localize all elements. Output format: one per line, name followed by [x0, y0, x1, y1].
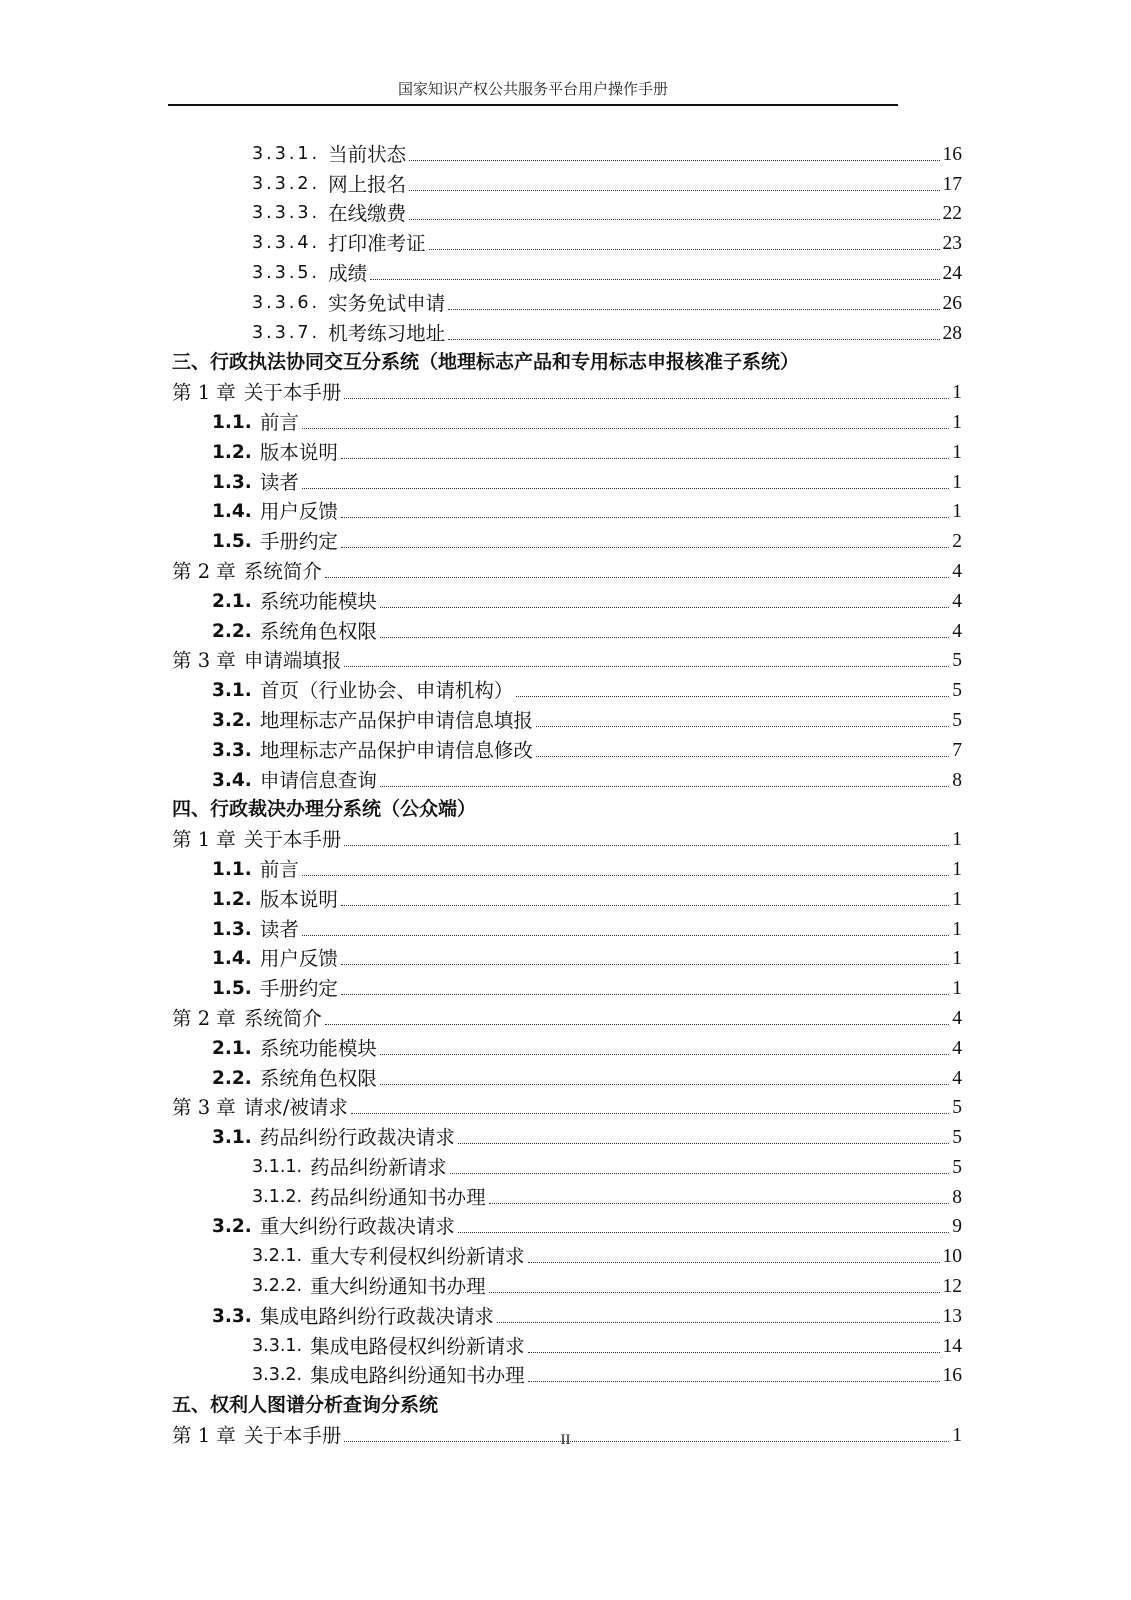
dot-leader	[380, 1084, 949, 1085]
toc-entry-number: 3.2.	[212, 1216, 252, 1238]
dot-leader	[380, 607, 949, 608]
toc-entry-title: 药品纠纷通知书办理	[310, 1185, 486, 1209]
toc-entry-page: 12	[942, 1276, 962, 1298]
toc-entry[interactable]	[172, 256, 962, 286]
dot-leader	[380, 637, 949, 638]
toc-entry-number: 3.2.	[212, 709, 252, 731]
toc-entry-number: 2.2.	[212, 1067, 252, 1089]
dot-leader	[351, 1113, 949, 1114]
toc-entry-title: 手册约定	[259, 530, 338, 554]
toc-entry-title: 前言	[259, 410, 299, 434]
toc-entry-number: 2.2.	[212, 620, 252, 642]
toc-entry[interactable]	[172, 822, 962, 852]
toc-entry[interactable]	[172, 554, 962, 584]
toc-entry-number: 1.4.	[212, 948, 252, 970]
toc-entry-page: 23	[942, 233, 962, 255]
table-of-contents	[172, 137, 962, 1448]
toc-entry-number: 3.1.	[212, 1127, 252, 1149]
toc-entry-page: 10	[942, 1246, 962, 1268]
toc-entry-number: 1.2.	[212, 441, 252, 463]
toc-entry[interactable]	[172, 1329, 962, 1359]
toc-entry-title: 药品纠纷行政裁决请求	[259, 1126, 455, 1150]
toc-entry[interactable]	[172, 197, 962, 227]
toc-entry-title: 重大纠纷通知书办理	[310, 1275, 486, 1299]
toc-entry-number: 第 1 章	[172, 1424, 236, 1448]
toc-entry[interactable]	[172, 1091, 962, 1121]
toc-entry-page: 4	[952, 1007, 962, 1029]
page-header-title: 国家知识产权公共服务平台用户操作手册	[397, 80, 668, 98]
toc-entry-page: 1	[952, 382, 962, 404]
toc-entry-number: 3.3.4.	[252, 233, 321, 254]
toc-entry-title: 版本说明	[259, 440, 338, 464]
dot-leader	[409, 219, 939, 220]
toc-entry-title: 打印准考证	[328, 232, 426, 256]
toc-entry-number: 2.1.	[212, 590, 252, 612]
toc-entry-title: 机考练习地址	[328, 321, 446, 345]
toc-entry[interactable]	[172, 614, 962, 644]
dot-leader	[302, 935, 949, 936]
toc-entry[interactable]	[172, 763, 962, 793]
toc-entry-page: 14	[942, 1335, 962, 1357]
toc-entry-number: 3.2.1.	[252, 1246, 303, 1267]
toc-entry-page: 4	[952, 590, 962, 612]
header-rule	[168, 104, 898, 106]
toc-entry-number: 3.3.1.	[252, 1335, 303, 1356]
toc-entry-page: 28	[942, 322, 962, 344]
toc-entry-title: 系统功能模块	[259, 1036, 377, 1060]
toc-entry-title: 读者	[259, 470, 299, 494]
toc-entry-page: 4	[952, 1067, 962, 1089]
toc-entry-number: 第 2 章	[172, 1006, 236, 1030]
dot-leader	[489, 1292, 940, 1293]
toc-entry-page: 1	[952, 1425, 962, 1447]
toc-entry-title: 当前状态	[328, 142, 407, 166]
toc-entry-page: 5	[952, 1156, 962, 1178]
toc-entry-number: 3.4.	[212, 769, 252, 791]
toc-entry-number: 第 3 章	[172, 649, 236, 673]
toc-entry[interactable]	[172, 733, 962, 763]
toc-entry-title: 药品纠纷新请求	[310, 1155, 447, 1179]
toc-entry-title: 五、权利人图谱分析查询分系统	[172, 1394, 439, 1417]
toc-entry[interactable]	[172, 942, 962, 972]
toc-entry-title: 三、行政执法协同交互分系统（地理标志产品和专用标志申报核准子系统）	[172, 351, 800, 374]
toc-entry-number: 2.1.	[212, 1037, 252, 1059]
toc-entry[interactable]	[172, 1150, 962, 1180]
toc-entry-page: 2	[952, 531, 962, 553]
dot-leader	[489, 1203, 950, 1204]
toc-entry-number: 3.1.2.	[252, 1186, 303, 1207]
toc-entry-page: 5	[952, 680, 962, 702]
toc-entry[interactable]	[172, 405, 962, 435]
toc-entry-page: 7	[952, 739, 962, 761]
toc-entry-page: 5	[952, 1097, 962, 1119]
toc-entry[interactable]	[172, 524, 962, 554]
dot-leader	[448, 339, 939, 340]
toc-entry[interactable]	[172, 316, 962, 346]
toc-entry-page: 26	[942, 292, 962, 314]
dot-leader	[341, 905, 949, 906]
toc-entry-number: 3.3.2.	[252, 173, 321, 194]
toc-entry-number: 1.2.	[212, 888, 252, 910]
toc-entry-number: 3.3.2.	[252, 1365, 303, 1386]
dot-leader	[458, 1232, 949, 1233]
toc-entry-number: 1.3.	[212, 471, 252, 493]
dot-leader	[341, 547, 949, 548]
toc-entry[interactable]	[172, 882, 962, 912]
dot-leader	[380, 1054, 949, 1055]
toc-entry[interactable]	[172, 703, 962, 733]
toc-entry-number: 3.3.3.	[252, 203, 321, 224]
toc-entry-title: 在线缴费	[328, 202, 407, 226]
toc-entry[interactable]	[172, 1359, 962, 1389]
toc-entry[interactable]	[172, 286, 962, 316]
dot-leader	[302, 488, 949, 489]
dot-leader	[344, 398, 949, 399]
toc-entry-page: 4	[952, 560, 962, 582]
dot-leader	[302, 428, 949, 429]
toc-entry[interactable]	[172, 852, 962, 882]
toc-entry[interactable]	[172, 495, 962, 525]
toc-entry[interactable]	[172, 1180, 962, 1210]
dot-leader	[536, 726, 949, 727]
toc-entry-number: 1.5.	[212, 978, 252, 1000]
toc-entry-number: 3.3.7.	[252, 322, 321, 343]
toc-entry[interactable]	[172, 971, 962, 1001]
toc-entry-number: 1.1.	[212, 411, 252, 433]
toc-entry-title: 关于本手册	[243, 828, 342, 852]
toc-entry[interactable]	[172, 1031, 962, 1061]
toc-entry[interactable]	[172, 1299, 962, 1329]
dot-leader	[528, 1381, 940, 1382]
dot-leader	[409, 190, 939, 191]
toc-entry-page: 13	[942, 1305, 962, 1327]
toc-entry-page: 17	[942, 173, 962, 195]
toc-entry-number: 3.3.1.	[252, 143, 321, 164]
toc-entry-title: 关于本手册	[243, 381, 342, 405]
toc-entry-title: 首页（行业协会、申请机构）	[259, 679, 514, 703]
toc-entry-title: 系统功能模块	[259, 589, 377, 613]
dot-leader	[325, 1024, 949, 1025]
toc-part-heading	[172, 793, 962, 823]
toc-entry-number: 第 2 章	[172, 559, 236, 583]
dot-leader	[341, 964, 949, 965]
toc-entry-title: 前言	[259, 857, 299, 881]
toc-entry-title: 手册约定	[259, 977, 338, 1001]
toc-entry-title: 网上报名	[328, 172, 407, 196]
toc-entry-page: 16	[942, 1365, 962, 1387]
dot-leader	[344, 845, 949, 846]
toc-entry[interactable]	[172, 226, 962, 256]
toc-entry-title: 集成电路纠纷通知书办理	[310, 1364, 525, 1388]
toc-entry-page: 1	[952, 471, 962, 493]
toc-entry[interactable]	[172, 167, 962, 197]
toc-entry-number: 第 1 章	[172, 381, 236, 405]
dot-leader	[448, 309, 939, 310]
toc-entry[interactable]	[172, 1239, 962, 1269]
page-number: II	[560, 1432, 571, 1448]
toc-entry-number: 3.3.6.	[252, 292, 321, 313]
toc-entry-page: 1	[952, 888, 962, 910]
toc-entry-title: 关于本手册	[243, 1424, 342, 1448]
toc-entry-title: 申请信息查询	[259, 768, 377, 792]
toc-entry[interactable]	[172, 1210, 962, 1240]
dot-leader	[450, 1173, 950, 1174]
dot-leader	[429, 249, 940, 250]
toc-entry-title: 重大专利侵权纠纷新请求	[310, 1245, 525, 1269]
toc-entry-page: 5	[952, 1127, 962, 1149]
dot-leader	[528, 1262, 940, 1263]
toc-entry-number: 3.1.1.	[252, 1156, 303, 1177]
toc-entry[interactable]	[172, 1001, 962, 1031]
dot-leader	[458, 1143, 949, 1144]
toc-entry[interactable]	[172, 375, 962, 405]
toc-entry[interactable]	[172, 644, 962, 674]
dot-leader	[516, 696, 949, 697]
toc-entry[interactable]	[172, 435, 962, 465]
toc-entry-page: 1	[952, 501, 962, 523]
toc-entry-page: 16	[942, 143, 962, 165]
toc-entry-number: 3.3.	[212, 739, 252, 761]
toc-entry-title: 集成电路纠纷行政裁决请求	[259, 1304, 494, 1328]
toc-entry-page: 8	[952, 769, 962, 791]
toc-entry-page: 8	[952, 1186, 962, 1208]
dot-leader	[341, 458, 949, 459]
toc-entry-page: 24	[942, 262, 962, 284]
toc-entry-number: 第 3 章	[172, 1096, 236, 1120]
toc-entry-page: 1	[952, 441, 962, 463]
toc-entry-title: 请求/被请求	[243, 1096, 348, 1120]
toc-entry-title: 成绩	[328, 261, 368, 285]
toc-entry-page: 4	[952, 1037, 962, 1059]
dot-leader	[528, 1352, 940, 1353]
dot-leader	[497, 1322, 940, 1323]
toc-entry-page: 5	[952, 650, 962, 672]
toc-part-heading	[172, 1388, 962, 1418]
toc-entry-number: 3.3.5.	[252, 262, 321, 283]
toc-entry-title: 地理标志产品保护申请信息修改	[259, 738, 533, 762]
toc-entry-number: 1.1.	[212, 858, 252, 880]
toc-entry-title: 读者	[259, 917, 299, 941]
toc-entry-page: 1	[952, 948, 962, 970]
toc-entry-title: 系统角色权限	[259, 1066, 377, 1090]
toc-entry-title: 实务免试申请	[328, 291, 446, 315]
toc-entry-title: 系统简介	[243, 559, 322, 583]
toc-entry-number: 1.5.	[212, 531, 252, 553]
toc-part-heading	[172, 346, 962, 376]
toc-entry-page: 9	[952, 1216, 962, 1238]
toc-entry-title: 用户反馈	[259, 500, 338, 524]
toc-entry-title: 地理标志产品保护申请信息填报	[259, 708, 533, 732]
toc-entry-page: 5	[952, 709, 962, 731]
dot-leader	[370, 279, 939, 280]
toc-entry-page: 1	[952, 829, 962, 851]
toc-entry[interactable]	[172, 1061, 962, 1091]
toc-entry-page: 1	[952, 858, 962, 880]
toc-entry-page: 4	[952, 620, 962, 642]
toc-entry-title: 四、行政裁决办理分系统（公众端）	[172, 798, 477, 821]
dot-leader	[325, 577, 949, 578]
dot-leader	[341, 994, 949, 995]
toc-entry-number: 第 1 章	[172, 828, 236, 852]
toc-entry-title: 系统角色权限	[259, 619, 377, 643]
toc-entry-title: 系统简介	[243, 1006, 322, 1030]
dot-leader	[344, 666, 949, 667]
toc-entry-page: 1	[952, 918, 962, 940]
toc-entry-number: 3.1.	[212, 680, 252, 702]
toc-entry-title: 重大纠纷行政裁决请求	[259, 1215, 455, 1239]
dot-leader	[380, 786, 949, 787]
toc-entry-number: 3.2.2.	[252, 1276, 303, 1297]
toc-entry[interactable]	[172, 1269, 962, 1299]
toc-entry-number: 3.3.	[212, 1305, 252, 1327]
toc-entry-title: 集成电路侵权纠纷新请求	[310, 1334, 525, 1358]
toc-entry-title: 版本说明	[259, 887, 338, 911]
toc-entry-page: 1	[952, 411, 962, 433]
toc-entry[interactable]	[172, 465, 962, 495]
toc-entry[interactable]	[172, 912, 962, 942]
dot-leader	[536, 756, 949, 757]
toc-entry[interactable]	[172, 1120, 962, 1150]
toc-entry-page: 22	[942, 203, 962, 225]
toc-entry-title: 申请端填报	[243, 649, 342, 673]
dot-leader	[409, 160, 939, 161]
toc-entry[interactable]	[172, 137, 962, 167]
toc-entry[interactable]	[172, 673, 962, 703]
toc-entry-number: 1.3.	[212, 918, 252, 940]
toc-entry-number: 1.4.	[212, 501, 252, 523]
dot-leader	[341, 517, 949, 518]
toc-entry[interactable]	[172, 584, 962, 614]
toc-entry-page: 1	[952, 978, 962, 1000]
toc-entry-title: 用户反馈	[259, 947, 338, 971]
dot-leader	[302, 875, 949, 876]
